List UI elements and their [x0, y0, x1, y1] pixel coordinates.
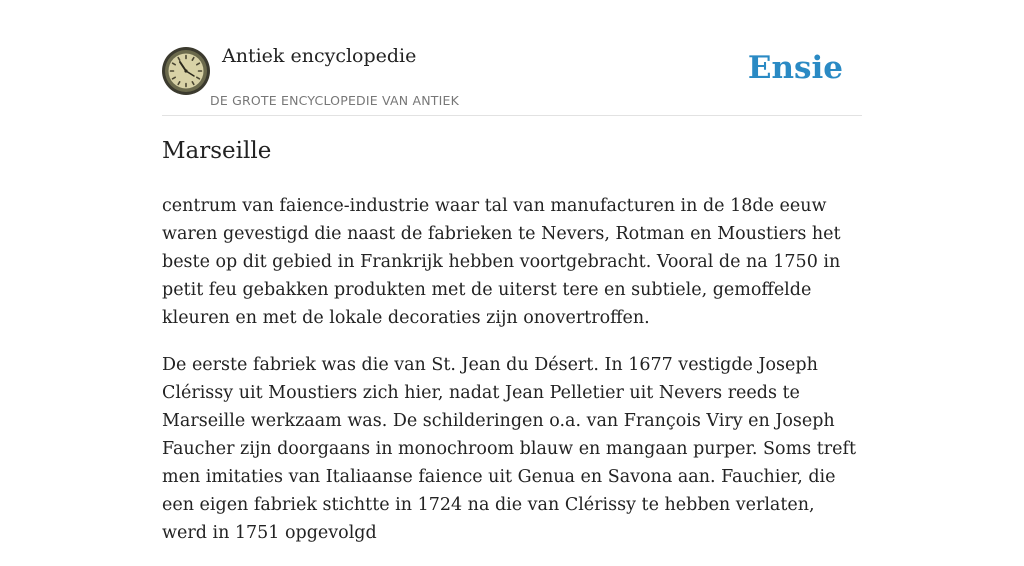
site-header [162, 0, 862, 116]
article-title: Marseille [162, 138, 272, 164]
clock-icon-graphic [162, 47, 210, 95]
site-subtitle: DE GROTE ENCYCLOPEDIE VAN ANTIEK [210, 93, 459, 108]
brand-logo-link[interactable]: Ensie [747, 50, 843, 86]
article-paragraph: centrum van faience-industrie waar tal van manufacturen in de 18de eeuw waren gevestigd die naast de fabrieken te Nevers, Rotman en Moustiers het beste op dit gebied in Frankrijk hebben voortgebracht. Vooral de na 1750 in petit feu gebakken produkten met de uiterst tere en subtiele, gemoffelde kleuren en met de lokale decoraties zijn onovertroffen. [162, 196, 841, 328]
article-paragraph: De eerste fabriek was die van St. Jean du Désert. In 1677 vestigde Joseph Clérissy uit Moustiers zich hier, nadat Jean Pelletier uit Nevers reeds te Marseille werkzaam was. De schilderingen o.a. van François Viry en Joseph Faucher zijn doorgaans in monochroom blauw en mangaan purper. Soms treft men imitaties van Italiaanse faience uit Genua en Savona aan. Fauchier, die een eigen fabriek stichtte in 1724 na die van Clérissy te hebben verlaten, werd in 1751 opgevolgd [162, 355, 856, 543]
content-container [162, 0, 862, 543]
article-body [162, 192, 862, 566]
site-title[interactable]: Antiek encyclopedie [222, 45, 417, 67]
clock-icon[interactable] [162, 47, 210, 95]
